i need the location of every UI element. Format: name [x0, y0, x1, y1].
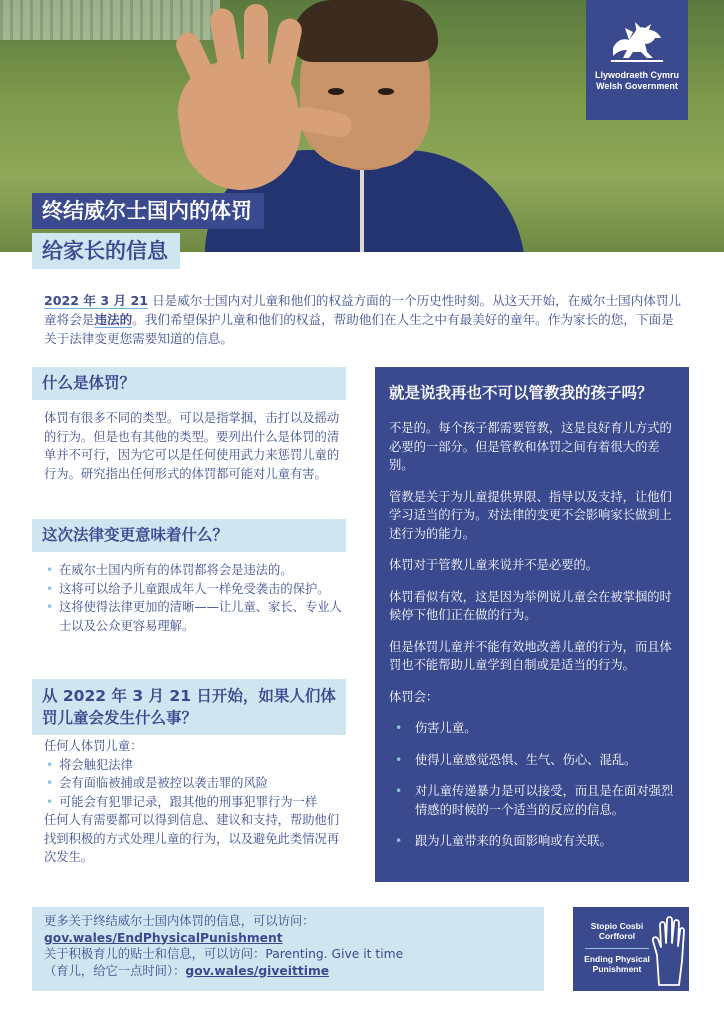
logo-text-welsh: Llywodraeth Cymru: [594, 70, 679, 80]
list-item: • 会有面临被捕或是被控以袭击罪的风险: [44, 774, 344, 793]
list-item: • 可能会有犯罪记录，跟其他的刑事犯罪行为一样: [44, 793, 344, 812]
footer-line: [44, 963, 532, 980]
logo-english-text: [581, 954, 653, 974]
logo-welsh-line1: Stopio Cosbi: [590, 921, 644, 931]
logo-welsh-text: [581, 921, 653, 941]
footer-line-text: （育儿，给它一点时间）：: [44, 963, 186, 978]
list-item: • 这将使得法律更加的清晰——让儿童、家长、专业人士以及公众更容易理解。: [44, 598, 344, 635]
from-list: [44, 756, 344, 812]
panel-paragraph: 管教是关于为儿童提供界限、指导以及支持，让他们学习适当的行为。对法律的变更不会影响家长做到上述行为的能力。: [389, 489, 672, 541]
panel-list: [389, 719, 675, 851]
ending-physical-punishment-logo: [573, 907, 689, 991]
intro-text-part2: 。我们希望保护儿童和他们的权益，帮助他们在人生之中有最美好的童年。作为家长的您，下面是关于法律变更您需要知道的信息。: [44, 312, 674, 346]
list-item: • 在威尔士国内所有的体罚都将会是违法的。: [44, 561, 344, 580]
list-item: • 对儿童传递暴力是可以接受，而且是在面对强烈情感的时候的一个适当的反应的信息。: [389, 782, 675, 819]
list-item: • 使得儿童感觉恐惧、生气、伤心、混乱。: [389, 751, 675, 770]
list-item: • 跟为儿童带来的负面影响或有关联。: [389, 832, 675, 851]
panel-paragraph: 体罚看似有效，这是因为举例说儿童会在被掌掴的时候停下他们正在做的行为。: [389, 589, 672, 622]
welsh-government-logo: [586, 0, 688, 120]
page-subtitle: 给家长的信息: [32, 233, 180, 269]
intro-text-part1: 日是威尔士国内对儿童和他们的权益方面的一个历史性时刻。从这天开始，在威尔士国内体罚儿童将会是: [44, 293, 682, 327]
discipline-panel: [375, 367, 689, 882]
list-item: • 将会触犯法律: [44, 756, 344, 775]
change-list: [44, 561, 344, 635]
child-eye-left: [328, 88, 344, 95]
intro-date: 2022 年 3 月 21: [44, 293, 149, 308]
section-heading-change: 这次法律变更意味着什么？: [32, 519, 346, 552]
from-closing: 任何人有需要都可以得到信息、建议和支持，帮助他们找到积极的方式处理儿童的行为，以及避免此类情况再次发生。: [44, 813, 340, 864]
logo-english-line2: Punishment: [592, 964, 642, 974]
panel-paragraph: 体罚对于管教儿童来说并不是必要的。: [389, 558, 599, 572]
footer-line: 更多关于终结威尔士国内体罚的信息，可以访问：: [44, 914, 315, 928]
page-title: 终结威尔士国内的体罚: [32, 193, 264, 229]
intro-paragraph: [44, 291, 684, 348]
intro-illegal: 违法的: [94, 312, 133, 327]
panel-heading: 就是说我再也不可以管教我的孩子吗？: [389, 384, 653, 402]
footer-info-box: [32, 907, 544, 991]
panel-paragraph: 但是体罚儿童并不能有效地改善儿童的行为，而且体罚也不能帮助儿童学到自制或是适当的行为。: [389, 639, 672, 672]
jacket-zip: [360, 170, 364, 252]
logo-welsh-line2: Corfforol: [598, 931, 636, 941]
list-item: • 这将可以给予儿童跟成年人一样免受袭击的保护。: [44, 580, 344, 599]
section-text-from: [44, 737, 344, 867]
section-text-what: 体罚有很多不同的类型。可以是指掌掴，击打以及摇动的行为。但是也有其他的类型。要列出什么是体罚的清单并不可行，因为它可以是任何使用武力来惩罚儿童的行为。研究指出任何形式的体罚都可能对儿童有害。: [44, 411, 340, 481]
child-hair: [292, 0, 438, 62]
logo-english-line1: Ending Physical: [584, 954, 650, 964]
raised-hand-icon: [651, 915, 685, 987]
logo-divider: [585, 948, 649, 949]
link-give-it-time[interactable]: gov.wales/giveittime: [185, 963, 330, 978]
panel-paragraph: 不是的。每个孩子都需要管教，这是良好育儿方式的必要的一部分。但是管教和体罚之间有着很大的差别。: [389, 421, 672, 472]
footer-line: 关于积极育儿的贴士和信息，可以访问：Parenting. Give it time: [44, 947, 404, 961]
section-heading-what: 什么是体罚？: [32, 367, 346, 400]
welsh-dragon-icon: [607, 18, 667, 64]
from-intro: 任何人体罚儿童：: [44, 739, 143, 753]
list-item: • 伤害儿童。: [389, 719, 675, 738]
link-end-physical-punishment[interactable]: gov.wales/EndPhysicalPunishment: [44, 930, 283, 945]
section-heading-from: 从 2022 年 3 月 21 日开始，如果人们体罚儿童会发生什么事？: [32, 679, 346, 735]
panel-paragraph: 体罚会：: [389, 689, 439, 704]
logo-text-english: Welsh Government: [596, 81, 678, 91]
child-eye-right: [378, 88, 394, 95]
